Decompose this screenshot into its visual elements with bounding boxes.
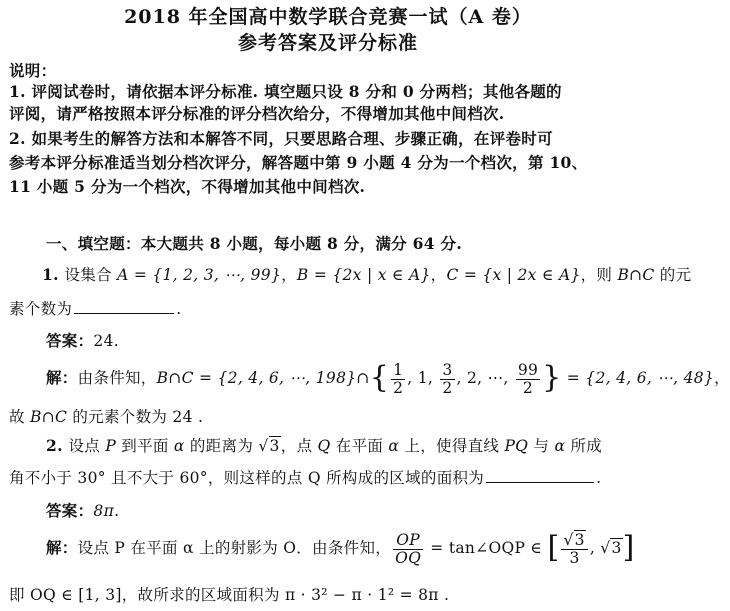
q2-answer-label: 答案： [46, 501, 94, 520]
note-2-line-3: 11 小题 5 分为一个档次，不得增加其他中间档次. [9, 177, 366, 196]
note-2-line-2: 参考本评分标准适当划分档次评分，解答题中第 9 小题 4 分为一个档次，第 10、 [9, 153, 588, 172]
notes-heading: 说明： [9, 61, 57, 80]
q2-stem-line-1 [46, 435, 602, 457]
page-title: 2018 年全国高中数学联合竞赛一试（A 卷） [124, 6, 532, 28]
q2-bracket-left: [ [547, 530, 560, 565]
q2-alpha-3: α [554, 437, 566, 455]
q2-stem-a: 设点 [68, 437, 106, 455]
q1-stem-b: ，则 [580, 266, 618, 284]
q2-stem-e: 在平面 [330, 437, 389, 455]
q2-frac-num: OP [393, 532, 423, 550]
q1-sol-a: 由条件知， [77, 369, 157, 387]
section-heading-text: 一、填空题：本大题共 8 小题，每小题 8 分，满分 64 分. [46, 234, 463, 253]
q1-bc: B∩C [617, 266, 655, 284]
q1-sol-mid1: , 1, [407, 369, 439, 387]
q1-solution [46, 360, 730, 397]
q1-sol-result: = {2, 4, 6, ⋯, 48} [561, 369, 715, 387]
q1-frac3-den: 2 [522, 378, 534, 397]
q1-sep2: ， [430, 266, 447, 284]
q1-frac2 [440, 362, 454, 397]
q1-answer-value: 24 [93, 332, 114, 350]
q1-concl-bc: B∩C [30, 408, 68, 426]
q1-sol-end: ， [714, 369, 730, 387]
q1-stem-a: 设集合 [64, 266, 118, 284]
q1-frac1-den: 2 [393, 378, 404, 397]
q1-frac1 [391, 362, 405, 397]
q2-bracket-right: ] [622, 530, 635, 565]
q1-stem-line-1 [42, 264, 691, 286]
q2-answer [46, 500, 119, 522]
q1-set-b: B = {2x | x ∈ A} [296, 266, 431, 284]
q1-stem-d: 素个数为 [9, 300, 73, 318]
q2-point-p: P [105, 437, 117, 455]
q1-frac3 [516, 362, 540, 397]
q2-concl-a: 即 OQ ∈ [1, 3]，故所求的区域面积为 π · 3² − π · 1² = 8π . [9, 586, 450, 604]
note-2-line-1: 2. 如果考生的解答方法和本解答不同，只要思路合理、步骤正确，在评卷时可 [9, 129, 553, 148]
q2-int-r1-den: 3 [569, 548, 580, 567]
q1-sol-mid2: , 2, ⋯, [456, 369, 514, 387]
note-1-line-2: 评阅，请严格按照本评分标准的评分档次给分，不得增加其他中间档次. [9, 104, 505, 123]
q2-int-r2: 3 [611, 539, 622, 557]
q1-end: . [176, 300, 182, 318]
q2-sol-a: 设点 P 在平面 α 上的射影为 O．由条件知， [77, 539, 392, 557]
q2-frac-root3-3 [561, 532, 587, 567]
q2-sol-label: 解： [46, 538, 78, 557]
q2-alpha-2: α [388, 437, 400, 455]
q1-answer [46, 330, 119, 352]
q2-sqrt3: √3 [258, 437, 280, 455]
q1-stem-c: 的元 [654, 266, 692, 284]
q2-int-r1-num: 3 [574, 530, 585, 549]
q1-concl-a: 故 [9, 408, 31, 426]
q1-concl-b: 的元素个数为 24 . [67, 408, 204, 426]
q1-answer-end: . [113, 332, 119, 350]
q2-stem-line-2 [9, 466, 601, 489]
q2-line-pq: PQ [504, 437, 529, 455]
q2-stem-b: 到平面 [116, 437, 174, 455]
q2-frac-den: OQ [395, 548, 422, 567]
q2-stem-d: ，点 [280, 437, 318, 455]
q2-stem-h: 所成 [565, 437, 603, 455]
q2-point-q: Q [317, 437, 331, 455]
q1-sol-bc: B∩C = {2, 4, 6, ⋯, 198}∩ [156, 369, 370, 387]
q2-end: . [596, 469, 602, 487]
q2-conclusion [9, 584, 449, 606]
q1-answer-label: 答案： [46, 331, 94, 350]
q2-sol-b: = tan∠OQP ∈ [425, 539, 548, 557]
q2-stem-g: 与 [528, 437, 555, 455]
q2-stem-f: 上，使得直线 [399, 437, 505, 455]
q2-line2: 角不小于 30° 且不大于 60°，则这样的点 Q 所构成的区域的面积为 [9, 469, 485, 487]
q1-frac3-num: 99 [517, 360, 539, 379]
q1-sep1: ， [281, 266, 297, 284]
q2-number: 2. [46, 436, 69, 455]
q1-conclusion [9, 406, 203, 428]
q1-brace-right: } [542, 360, 562, 395]
q2-answer-value: 8π [93, 502, 115, 520]
q1-sol-label: 解： [46, 368, 78, 387]
page-subtitle: 参考答案及评分标准 [237, 32, 418, 54]
q2-answer-blank[interactable] [486, 466, 594, 483]
section-heading [46, 233, 462, 255]
q1-number: 1. [42, 265, 65, 284]
q2-frac-op-oq [393, 532, 423, 567]
q1-set-c: C = {x | 2x ∈ A} [446, 266, 581, 284]
q2-stem-c: 的距离为 [184, 437, 259, 455]
q2-int-root3: √3 [600, 539, 622, 557]
q2-int-sep: , [589, 539, 601, 557]
note-1-line-1: 1. 评阅试卷时，请依据本评分标准. 填空题只设 8 分和 0 分两档；其他各题的 [9, 82, 562, 101]
q1-frac2-num: 3 [442, 360, 453, 379]
q1-brace-left: { [369, 360, 390, 395]
q2-solution [46, 526, 635, 570]
q1-stem-line-2 [9, 297, 181, 320]
q2-frac-root3-num: √3 [561, 532, 587, 550]
q2-sqrt3-radicand: 3 [269, 437, 280, 455]
q1-frac1-num: 1 [393, 360, 404, 379]
q1-frac2-den: 2 [442, 378, 453, 397]
q2-answer-end: . [114, 502, 120, 520]
q1-answer-blank[interactable] [74, 297, 174, 314]
q2-alpha-1: α [173, 437, 185, 455]
q1-set-a: A = {1, 2, 3, ⋯, 99} [117, 266, 282, 284]
